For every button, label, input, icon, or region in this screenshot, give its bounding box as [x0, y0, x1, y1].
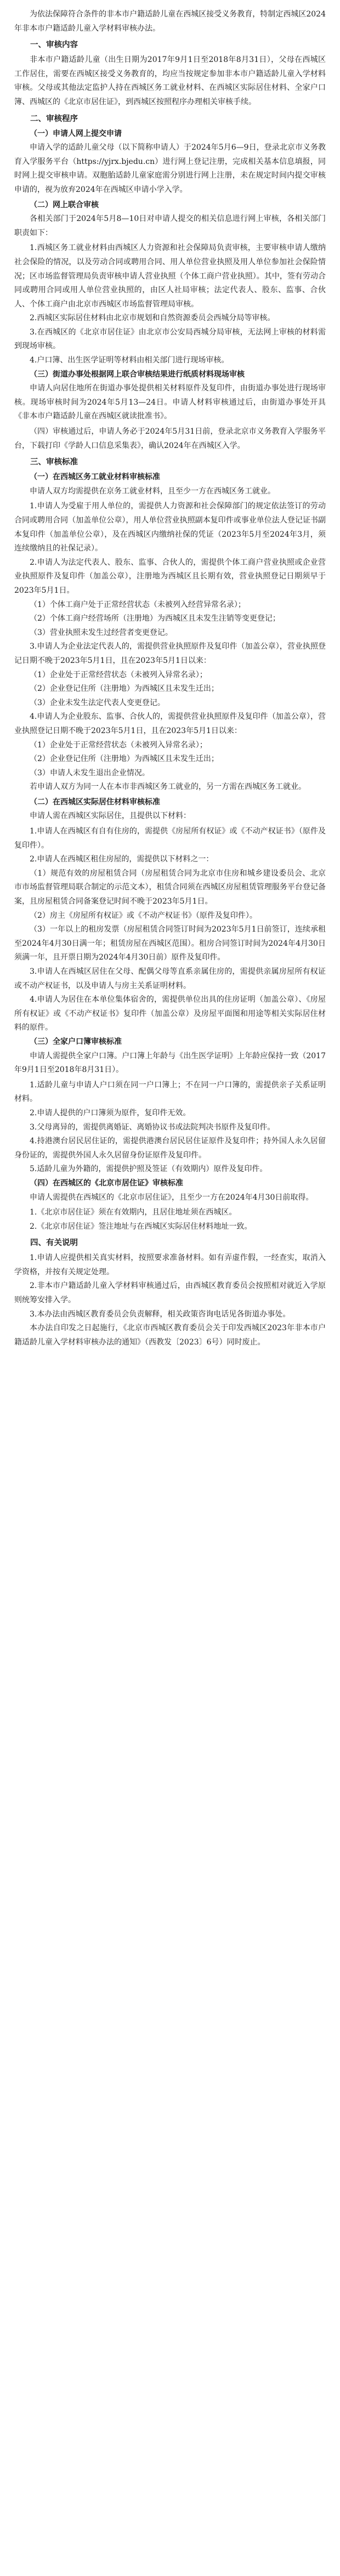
- section-3-sub-2: （二）在西城区实际居住材料审核标准: [30, 797, 160, 807]
- section-3-sub-1: （一）在西城区务工就业材料审核标准: [30, 473, 160, 482]
- section-3-sub-3-item: 2.申请人提供的户口簿须为原件，复印件无效。: [30, 1108, 191, 1117]
- section-3-sub-4: （四）在西城区的《北京市居住证》审核标准: [30, 1178, 183, 1188]
- section-3-sub-3-intro: 申请人需提供全家户口簿。户口簿上年龄与《出生医学证明》上年龄应保持一致（2017年9月1日至2018年8月31日）。: [14, 1051, 326, 1075]
- section-3-sub-1-item: （3）企业未发生法定代表人变更登记。: [30, 698, 165, 707]
- section-3-sub-3-item: 4.持港澳台居民居住证的，需提供港澳台居民居住证原件及复印件；持外国人永久居留身份证的，需提供外国人永久居留身份证原件及复印件。: [14, 1137, 326, 1160]
- section-3-sub-1-item: 1.申请人为受雇于用人单位的，需提供人力资源和社会保障部门的规定依法签订的劳动合同或聘用合同（加盖单位公章），用人单位营业执照副本复印件或事业单位法人登记证书副本复印件（加盖单位公章），及在西城区内缴纳社保的凭证（2023年5月至2024年3月，须连续缴纳且的社保记录）。: [14, 502, 326, 553]
- section-2-paragraph-3: 申请人向居住地所在街道办事处提供相关材料原件及复印件，由街道办事处进行现场审核。现场审核时间为2024年5月13—24日。申请人材料审核通过后，由街道办事处开具《非本市户籍适龄儿童在西城区就读批准书》。: [14, 384, 326, 421]
- section-3-heading: 三、审核标准: [30, 458, 78, 467]
- section-3-sub-1-intro: 申请人双方均需提供在京务工就业材料，且至少一方在西城区务工就业。: [30, 486, 275, 496]
- section-3-sub-2-item: 4.申请人为居住在本单位集体宿舍的，需提供单位出具的住房证明（加盖公章）、《房屋所有权证》或《不动产权证书》复印件（加盖公章）及房屋平面图和用途等相关实际居住材料的原件。: [14, 995, 326, 1032]
- section-3-sub-1-item: （3）营业执照未发生过经营者变更登记。: [30, 628, 173, 637]
- section-3-sub-1-item: （1）个体工商户处于正常经营状态（未被列入经营异常名录）；: [30, 600, 246, 609]
- section-2-sub-1: （一）申请人网上提交申请: [30, 129, 122, 138]
- section-3-sub-3-item: 1.适龄儿童与申请人户口须在同一户口簿上；不在同一户口簿的，需提供亲子关系证明材料。: [14, 1080, 326, 1104]
- closing-paragraph: 本办法自印发之日起施行，《北京市西城区教育委员会关于印发西城区2023年非本市户籍适龄儿童入学材料审核办法的通知》（西教发〔2023〕6号）同时废止。: [14, 1324, 326, 1347]
- section-2-paragraph-1: 申请入学的适龄儿童父母（以下简称申请人）于2024年5月6—9日，登录北京市义务教育入学服务平台（https://yjrx.bjedu.cn）进行网上登记注册，完成相关基本信息填报，同时网上提交审核申请。双胞胎适龄儿童家庭需分别进行网上注册，未在规定时间内提交审核申请的，视为放弃2024年在西城区申请小学入学。: [14, 143, 326, 194]
- section-3-sub-2-intro: 申请人需在西城区实际居住，且提供以下材料：: [30, 812, 191, 821]
- section-2-item: 2.西城区实际居住材料由北京市规划和自然资源委员会西城分局等审核。: [30, 314, 275, 323]
- section-3-sub-4-item: 2.《北京市居住证》签注地址与在西城区实际居住材料地址一致。: [30, 1222, 252, 1231]
- section-2-paragraph-2: 各相关部门于2024年5月8—10日对申请人提交的相关信息进行网上审核，各相关部门职责如下：: [14, 214, 326, 237]
- section-3-sub-2-item: （3）一年以上的租房发票（房屋租赁合同签订时间为2023年5月1日前签订，连续承租至2024年4月30日满一年；租赁房屋在西城区范围）。租房合同签订时间为2024年4月30日须满一年，且开票日期为2024年4月30日前）原件及复印件。: [14, 925, 326, 962]
- section-3-sub-1-item: （2）企业登记住所（注册地）为西城区且未发生迁出；: [30, 754, 219, 764]
- section-3-sub-1-item: 2.申请人为法定代表人、股东、监事、合伙人的，需提供个体工商户营业执照或企业营业执照原件及复印件（加盖公章），注册地为西城区且长期有效，营业执照登记日期须早于2023年5月1日。: [14, 558, 326, 595]
- section-4-item: 3.本办法由西城区教育委员会负责解释，相关政策咨询电话见各街道办事处。: [30, 1309, 291, 1319]
- section-3-sub-1-item: 4.申请人为企业股东、监事、合伙人的，需提供营业执照原件及复印件（加盖公章），营业执照登记日期不晚于2023年5月1日，且在2023年5月1日以来：: [14, 712, 326, 735]
- section-2-sub-3: （三）街道办事处根据网上联合审核结果进行纸质材料现场审核: [30, 370, 245, 379]
- section-3-sub-2-item: 2.申请人在西城区租住房屋的，需提供以下材料之一：: [30, 855, 214, 864]
- section-3-sub-3-item: 3.父母离异的，需提供离婚证、离婚协议书或法院判决书原件及复印件。: [30, 1122, 275, 1132]
- section-3-sub-1-item: （2）个体工商户经营场所（注册地）为西城区且未发生注销等变更登记；: [30, 614, 280, 623]
- section-3-sub-2-item: 3.申请人在西城区居住在父母、配偶父母等直系亲属住房的，需提供亲属房屋所有权证或不动产权证书，以及申请人与房主关系证明材料。: [14, 967, 326, 990]
- section-3-sub-2-item: 1.申请人在西城区有自有住房的，需提供《房屋所有权证》或《不动产权证书》（原件及复印件）。: [14, 827, 326, 850]
- intro-paragraph: 为依法保障符合条件的非本市户籍适龄儿童在西城区接受义务教育，特制定西城区2024年非本市户籍适龄儿童入学材料审核办法。: [14, 10, 326, 33]
- section-1-heading: 一、审核内容: [30, 41, 78, 50]
- section-3-sub-3: （三）全家户口簿审核标准: [30, 1037, 122, 1046]
- section-3-sub-2-item: （1）规范有效的房屋租赁合同（房屋租赁合同为北京市住房和城乡建设委员会、北京市市场监督管理局联合制定的示范文本），租赁合同须在西城区房屋租赁管理服务平台登记备案，且房屋租赁合同备案登记时间不晚于2023年5月1日。: [14, 869, 326, 906]
- section-3-sub-2-item: （2）房主《房屋所有权证》或《不动产权证书》（原件及复印件）。: [30, 911, 257, 920]
- section-3-sub-1-item: （1）企业处于正常经营状态（未被列入异常名录）；: [30, 670, 207, 679]
- section-3-sub-1-item: （1）企业处于正常经营状态（未被列入异常名录）；: [30, 740, 207, 750]
- section-3-sub-1-item: （2）企业登记住所（注册地）为西城区且未发生迁出；: [30, 684, 219, 694]
- section-2-item: 4.户口簿、出生医学证明等材料由相关部门进行现场审核。: [30, 356, 229, 365]
- section-2-sub-2: （二）网上联合审核: [30, 200, 99, 209]
- section-2-item: 1.西城区务工就业材料由西城区人力资源和社会保障局负责审核，主要审核申请人缴纳社会保险的情况，以及劳动合同或聘用合同、用人单位营业执照及用人单位参加社会保险情况；区市场监督管理局负责审核申请人营业执照（个体工商户营业执照）。其中，签有劳动合同或聘用合同或用人单位营业执照的，由区人社局审核；法定代表人、股东、监事、合伙人、个体工商户由北京市西城区市场监督管理局审核。: [14, 243, 326, 309]
- section-4-heading: 四、有关说明: [30, 1239, 78, 1248]
- section-3-sub-1-note: 若申请人双方为同一人在本市非西城区务工就业的，另一方需在西城区务工就业。: [30, 782, 306, 792]
- section-4-item: 1.申请人应提供相关真实材料，按照要求准备材料。如有弄虚作假，一经查实，取消入学资格，并按有关规定处理。: [14, 1253, 326, 1276]
- section-3-sub-4-item: 1.《北京市居住证》须在有效期内，且居住地址须在西城区。: [30, 1208, 237, 1217]
- section-3-sub-1-item: 3.申请人为企业法定代表人的，需提供营业执照原件及复印件（加盖公章），营业执照登记日期不晚于2023年5月1日，且在2023年5月1日以来：: [14, 642, 326, 665]
- section-3-sub-1-item: （3）申请人未发生退出企业情况。: [30, 768, 150, 778]
- section-2-paragraph-4: （四）审核通过后，申请人务必于2024年5月31日前，登录北京市义务教育入学服务平台，下载打印《学龄人口信息采集表》，确认2024年在西城区入学。: [14, 427, 326, 450]
- section-3-sub-4-intro: 申请人需提供在西城区的《北京市居住证》，且至少一方在2024年4月30日前取得。: [30, 1193, 314, 1202]
- section-4-item: 2.非本市户籍适龄儿童入学材料审核通过后，由西城区教育委员会按照相对就近入学原则统筹安排入学。: [14, 1281, 326, 1305]
- section-1-paragraph: 非本市户籍适龄儿童（出生日期为2017年9月1日至2018年8月31日），父母在西城区工作居住，需要在西城区接受义务教育的，均应当按规定参加非本市户籍适龄儿童入学材料审核。父母或其他法定监护人持在西城区务工就业材料、在西城区实际居住材料、全家户口簿、西城区的《北京市居住证》，到西城区按照程序办理相关审核手续。: [14, 55, 326, 106]
- section-2-item: 3.在西城区的《北京市居住证》由北京市公安局西城分局审核，无法网上审核的材料需到现场审核。: [14, 327, 326, 351]
- section-2-heading: 二、审核程序: [30, 114, 78, 123]
- section-3-sub-3-item: 5.适龄儿童为外籍的，需提供护照及签证（有效期内）原件及复印件。: [30, 1165, 268, 1174]
